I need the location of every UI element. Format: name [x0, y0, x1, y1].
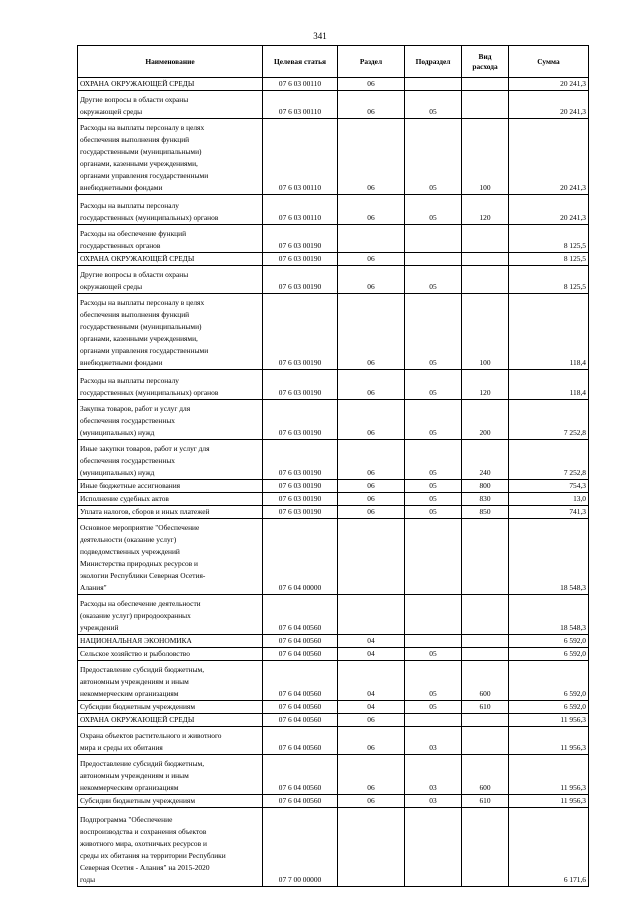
- cell-subsection: 05: [405, 195, 462, 225]
- cell-target: 07 6 03 00110: [263, 91, 338, 119]
- cell-subsection: [405, 519, 462, 595]
- cell-target: 07 6 03 00190: [263, 400, 338, 440]
- header-target: Целевая статья: [263, 46, 338, 78]
- table-row: [78, 225, 589, 253]
- cell-name: Расходы на обеспечение функций государственных органов: [78, 225, 263, 253]
- cell-target: 07 6 04 00560: [263, 727, 338, 755]
- cell-section: 06: [338, 78, 405, 91]
- cell-name: Уплата налогов, сборов и иных платежей: [78, 506, 263, 519]
- cell-name: Расходы на выплаты персоналу государственных (муниципальных) органов: [78, 195, 263, 225]
- table-row: [78, 595, 589, 635]
- cell-subsection: 05: [405, 119, 462, 195]
- header-section: Раздел: [338, 46, 405, 78]
- cell-name: ОХРАНА ОКРУЖАЮЩЕЙ СРЕДЫ: [78, 253, 263, 266]
- cell-section: 04: [338, 661, 405, 701]
- cell-sum: 20 241,3: [509, 119, 589, 195]
- cell-name: Другие вопросы в области охраны окружающей среды: [78, 91, 263, 119]
- header-name: Наименование: [78, 46, 263, 78]
- cell-target: 07 6 03 00190: [263, 225, 338, 253]
- cell-sum: 20 241,3: [509, 91, 589, 119]
- cell-expense-type: 830: [462, 493, 509, 506]
- cell-target: 07 6 03 00190: [263, 253, 338, 266]
- cell-subsection: 05: [405, 661, 462, 701]
- cell-subsection: [405, 253, 462, 266]
- cell-target: 07 6 04 00000: [263, 519, 338, 595]
- table-row: [78, 648, 589, 661]
- cell-sum: 18 548,3: [509, 519, 589, 595]
- table-row: [78, 755, 589, 795]
- cell-subsection: 03: [405, 755, 462, 795]
- cell-expense-type: [462, 635, 509, 648]
- cell-target: 07 6 03 00190: [263, 480, 338, 493]
- cell-section: [338, 808, 405, 887]
- cell-section: 06: [338, 440, 405, 480]
- cell-sum: 6 592,0: [509, 661, 589, 701]
- cell-expense-type: 600: [462, 755, 509, 795]
- cell-target: 07 6 03 00190: [263, 294, 338, 370]
- cell-section: 04: [338, 648, 405, 661]
- cell-subsection: 05: [405, 648, 462, 661]
- cell-sum: 754,3: [509, 480, 589, 493]
- cell-name: Расходы на обеспечение деятельности (оказание услуг) природоохранных учреждений: [78, 595, 263, 635]
- cell-section: 06: [338, 493, 405, 506]
- budget-table: [77, 45, 589, 887]
- cell-expense-type: [462, 808, 509, 887]
- header-expense-type: Вид расхода: [462, 46, 509, 78]
- cell-sum: 11 956,3: [509, 795, 589, 808]
- cell-target: 07 6 03 00110: [263, 119, 338, 195]
- cell-name: Предоставление субсидий бюджетным, автономным учреждениям и иным некоммерческим организациям: [78, 755, 263, 795]
- cell-section: 06: [338, 755, 405, 795]
- cell-expense-type: 610: [462, 795, 509, 808]
- cell-expense-type: [462, 225, 509, 253]
- cell-target: 07 6 04 00560: [263, 595, 338, 635]
- cell-name: Расходы на выплаты персоналу государственных (муниципальных) органов: [78, 370, 263, 400]
- cell-section: [338, 595, 405, 635]
- cell-section: 06: [338, 195, 405, 225]
- cell-name: Охрана объектов растительного и животного мира и среды их обитания: [78, 727, 263, 755]
- cell-sum: 13,0: [509, 493, 589, 506]
- cell-expense-type: 100: [462, 119, 509, 195]
- cell-expense-type: [462, 91, 509, 119]
- cell-name: ОХРАНА ОКРУЖАЮЩЕЙ СРЕДЫ: [78, 714, 263, 727]
- cell-sum: 8 125,5: [509, 253, 589, 266]
- cell-sum: 741,3: [509, 506, 589, 519]
- cell-subsection: [405, 595, 462, 635]
- table-row: [78, 795, 589, 808]
- cell-sum: 11 956,3: [509, 727, 589, 755]
- cell-subsection: 03: [405, 795, 462, 808]
- cell-name: ОХРАНА ОКРУЖАЮЩЕЙ СРЕДЫ: [78, 78, 263, 91]
- cell-target: 07 6 03 00190: [263, 370, 338, 400]
- cell-section: 06: [338, 266, 405, 294]
- cell-expense-type: [462, 266, 509, 294]
- cell-name: Закупка товаров, работ и услуг для обеспечения государственных (муниципальных) нужд: [78, 400, 263, 440]
- cell-subsection: 05: [405, 294, 462, 370]
- cell-name: Основное мероприятие "Обеспечение деятельности (оказание услуг) подведомственных учреждений Министерства природных ресурсов и экологии Республики Северная Осетия- Алания": [78, 519, 263, 595]
- table-row: [78, 78, 589, 91]
- table-row: [78, 635, 589, 648]
- cell-name: Другие вопросы в области охраны окружающей среды: [78, 266, 263, 294]
- cell-target: 07 6 03 00110: [263, 78, 338, 91]
- cell-target: 07 6 04 00560: [263, 795, 338, 808]
- table-row: [78, 661, 589, 701]
- cell-sum: 7 252,8: [509, 400, 589, 440]
- cell-expense-type: 100: [462, 294, 509, 370]
- cell-section: 04: [338, 635, 405, 648]
- cell-name: Исполнение судебных актов: [78, 493, 263, 506]
- table-row: [78, 519, 589, 595]
- cell-name: Субсидии бюджетным учреждениям: [78, 795, 263, 808]
- header-subsection: Подраздел: [405, 46, 462, 78]
- cell-sum: 20 241,3: [509, 195, 589, 225]
- table-row: [78, 493, 589, 506]
- cell-expense-type: 120: [462, 195, 509, 225]
- table-row: [78, 253, 589, 266]
- cell-subsection: [405, 225, 462, 253]
- cell-name: Иные закупки товаров, работ и услуг для обеспечения государственных (муниципальных) нужд: [78, 440, 263, 480]
- cell-name: Предоставление субсидий бюджетным, автономным учреждениям и иным некоммерческим организациям: [78, 661, 263, 701]
- cell-name: Субсидии бюджетным учреждениям: [78, 701, 263, 714]
- cell-expense-type: 800: [462, 480, 509, 493]
- cell-subsection: 05: [405, 266, 462, 294]
- cell-expense-type: [462, 714, 509, 727]
- cell-sum: 118,4: [509, 370, 589, 400]
- cell-target: 07 6 04 00560: [263, 701, 338, 714]
- cell-subsection: [405, 78, 462, 91]
- cell-subsection: 05: [405, 506, 462, 519]
- cell-section: 06: [338, 400, 405, 440]
- cell-sum: 6 592,0: [509, 701, 589, 714]
- cell-expense-type: 610: [462, 701, 509, 714]
- cell-sum: 11 956,3: [509, 714, 589, 727]
- cell-target: 07 6 03 00110: [263, 195, 338, 225]
- cell-target: 07 6 03 00190: [263, 266, 338, 294]
- cell-target: 07 6 04 00560: [263, 635, 338, 648]
- cell-section: 06: [338, 727, 405, 755]
- cell-sum: 8 125,5: [509, 266, 589, 294]
- cell-section: 06: [338, 714, 405, 727]
- cell-name: Расходы на выплаты персоналу в целях обеспечения выполнения функций государственными (муниципальными) органами, казенными учреждениями, органами управления государственными внебюджетными фондами: [78, 294, 263, 370]
- cell-expense-type: 240: [462, 440, 509, 480]
- table-row: [78, 294, 589, 370]
- cell-sum: 18 548,3: [509, 595, 589, 635]
- cell-target: 07 6 03 00190: [263, 440, 338, 480]
- cell-target: 07 6 04 00560: [263, 648, 338, 661]
- cell-expense-type: 600: [462, 661, 509, 701]
- cell-target: 07 6 04 00560: [263, 714, 338, 727]
- table-row: [78, 506, 589, 519]
- cell-expense-type: 120: [462, 370, 509, 400]
- cell-section: [338, 225, 405, 253]
- cell-sum: 6 592,0: [509, 648, 589, 661]
- cell-subsection: 05: [405, 91, 462, 119]
- cell-target: 07 6 03 00190: [263, 493, 338, 506]
- cell-section: 06: [338, 795, 405, 808]
- cell-expense-type: [462, 78, 509, 91]
- table-row: [78, 808, 589, 887]
- table-row: [78, 714, 589, 727]
- cell-expense-type: [462, 595, 509, 635]
- cell-name: Расходы на выплаты персоналу в целях обеспечения выполнения функций государственными (муниципальными) органами, казенными учреждениями, органами управления государственными внебюджетными фондами: [78, 119, 263, 195]
- cell-target: 07 6 04 00560: [263, 755, 338, 795]
- cell-name: Иные бюджетные ассигнования: [78, 480, 263, 493]
- cell-section: 04: [338, 701, 405, 714]
- cell-expense-type: 200: [462, 400, 509, 440]
- table-row: [78, 480, 589, 493]
- cell-section: 06: [338, 506, 405, 519]
- table-header-row: [78, 46, 589, 78]
- cell-target: 07 7 00 00000: [263, 808, 338, 887]
- cell-subsection: 05: [405, 400, 462, 440]
- cell-expense-type: [462, 727, 509, 755]
- header-sum: Сумма: [509, 46, 589, 78]
- table-row: [78, 370, 589, 400]
- cell-section: 06: [338, 119, 405, 195]
- cell-subsection: 05: [405, 493, 462, 506]
- cell-subsection: [405, 808, 462, 887]
- cell-subsection: 03: [405, 727, 462, 755]
- table-row: [78, 91, 589, 119]
- cell-section: 06: [338, 294, 405, 370]
- cell-sum: 7 252,8: [509, 440, 589, 480]
- page-number: 341: [313, 31, 327, 41]
- cell-sum: 11 956,3: [509, 755, 589, 795]
- cell-subsection: [405, 635, 462, 648]
- cell-sum: 8 125,5: [509, 225, 589, 253]
- cell-sum: 20 241,3: [509, 78, 589, 91]
- cell-name: НАЦИОНАЛЬНАЯ ЭКОНОМИКА: [78, 635, 263, 648]
- cell-section: [338, 519, 405, 595]
- cell-section: 06: [338, 480, 405, 493]
- cell-expense-type: [462, 519, 509, 595]
- table-row: [78, 266, 589, 294]
- cell-section: 06: [338, 91, 405, 119]
- cell-name: Сельское хозяйство и рыболовство: [78, 648, 263, 661]
- cell-sum: 6 171,6: [509, 808, 589, 887]
- cell-expense-type: [462, 648, 509, 661]
- cell-subsection: 05: [405, 440, 462, 480]
- cell-target: 07 6 03 00190: [263, 506, 338, 519]
- cell-name: Подпрограмма "Обеспечение воспроизводства и сохранения объектов животного мира, охотничьих ресурсов и среды их обитания на территории Республики Северная Осетия - Алания" на 2015-2020 годы: [78, 808, 263, 887]
- cell-target: 07 6 04 00560: [263, 661, 338, 701]
- cell-expense-type: 850: [462, 506, 509, 519]
- table-row: [78, 701, 589, 714]
- cell-subsection: [405, 714, 462, 727]
- cell-section: 06: [338, 370, 405, 400]
- cell-sum: 6 592,0: [509, 635, 589, 648]
- table-row: [78, 119, 589, 195]
- cell-subsection: 05: [405, 701, 462, 714]
- cell-subsection: 05: [405, 480, 462, 493]
- cell-sum: 118,4: [509, 294, 589, 370]
- table-row: [78, 400, 589, 440]
- table-row: [78, 440, 589, 480]
- table-row: [78, 727, 589, 755]
- cell-subsection: 05: [405, 370, 462, 400]
- cell-section: 06: [338, 253, 405, 266]
- table-row: [78, 195, 589, 225]
- cell-expense-type: [462, 253, 509, 266]
